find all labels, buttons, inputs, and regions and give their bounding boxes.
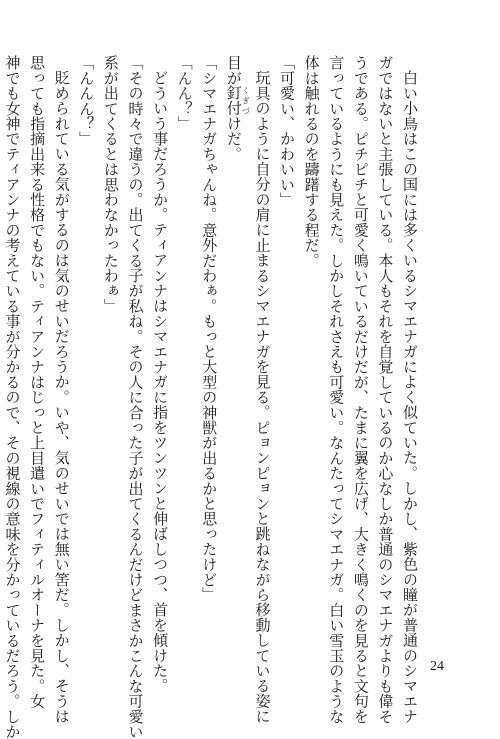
- text-line: どういう事だろうか。ティアンナはシマエナガに指をツンツンと伸ばしつつ、首を傾けた。: [151, 70, 170, 694]
- text-line: 体は触れるのを躊躇する程だ。: [302, 55, 321, 268]
- dialogue-line: 「可愛い、かわいい」: [278, 55, 297, 207]
- text-line: 神でも女神でティアンナの考えている事が分かるので、その視線の意味を分かっているだろう。しか: [3, 55, 22, 739]
- text-line: うである。ピチピチと可愛く鳴いているだけだが、たまに翼を広げ、大きく鳴くのを見ると文句を: [351, 55, 370, 724]
- text-line: 玩具のように自分の肩に止まるシマエナガを見る。ピョンピョンと跳ねながら移動している姿に: [253, 70, 272, 724]
- text-line: ガではないと主張している。本人もそれを自覚しているのか心なしか普通のシマエナガよりも偉そ: [376, 55, 395, 724]
- text-line: 貶められている気がするのは気のせいだろうか。いや、気のせいでは無い筈だ。しかし、そうは: [52, 70, 71, 724]
- page-number: 24: [430, 659, 444, 674]
- ruby-reading: くぎづ: [241, 85, 251, 116]
- text-line-with-ruby: [221, 55, 250, 645]
- dialogue-line: 「その時々で違うの。出てくる子が私ね。その人に合った子が出てくるんだけどまさかこんな可愛い: [126, 55, 145, 739]
- text-line: 系が出てくるとは思わなかったわぁ」: [101, 55, 120, 314]
- text-line: 思っても指摘出来る性格でもない。ティアンナはじっと上目遣いでフィティルオーナを見た。女: [28, 55, 47, 709]
- text-segment: けだ。: [224, 115, 243, 162]
- text-line: 言っているようにも見えた。しかしそれさえも可愛い。なんたってシマエナガ。白い雪玉のような: [327, 55, 346, 724]
- text-segment: 目が: [224, 55, 243, 86]
- ruby-word: 釘付くぎづ: [224, 85, 251, 116]
- dialogue-line: 「シマエナガちゃんね。意外だわぁ。もっと大型の神獣が出るかと思ったけど」: [200, 55, 219, 603]
- text-line: 白い小鳥はこの国には多くいるシマエナガによく似ていた。しかし、紫色の瞳が普通のシマエナ: [401, 70, 419, 724]
- dialogue-line: 「んんん？」: [77, 55, 96, 147]
- dialogue-line: 「んん？」: [175, 55, 194, 131]
- body-text: [0, 55, 422, 739]
